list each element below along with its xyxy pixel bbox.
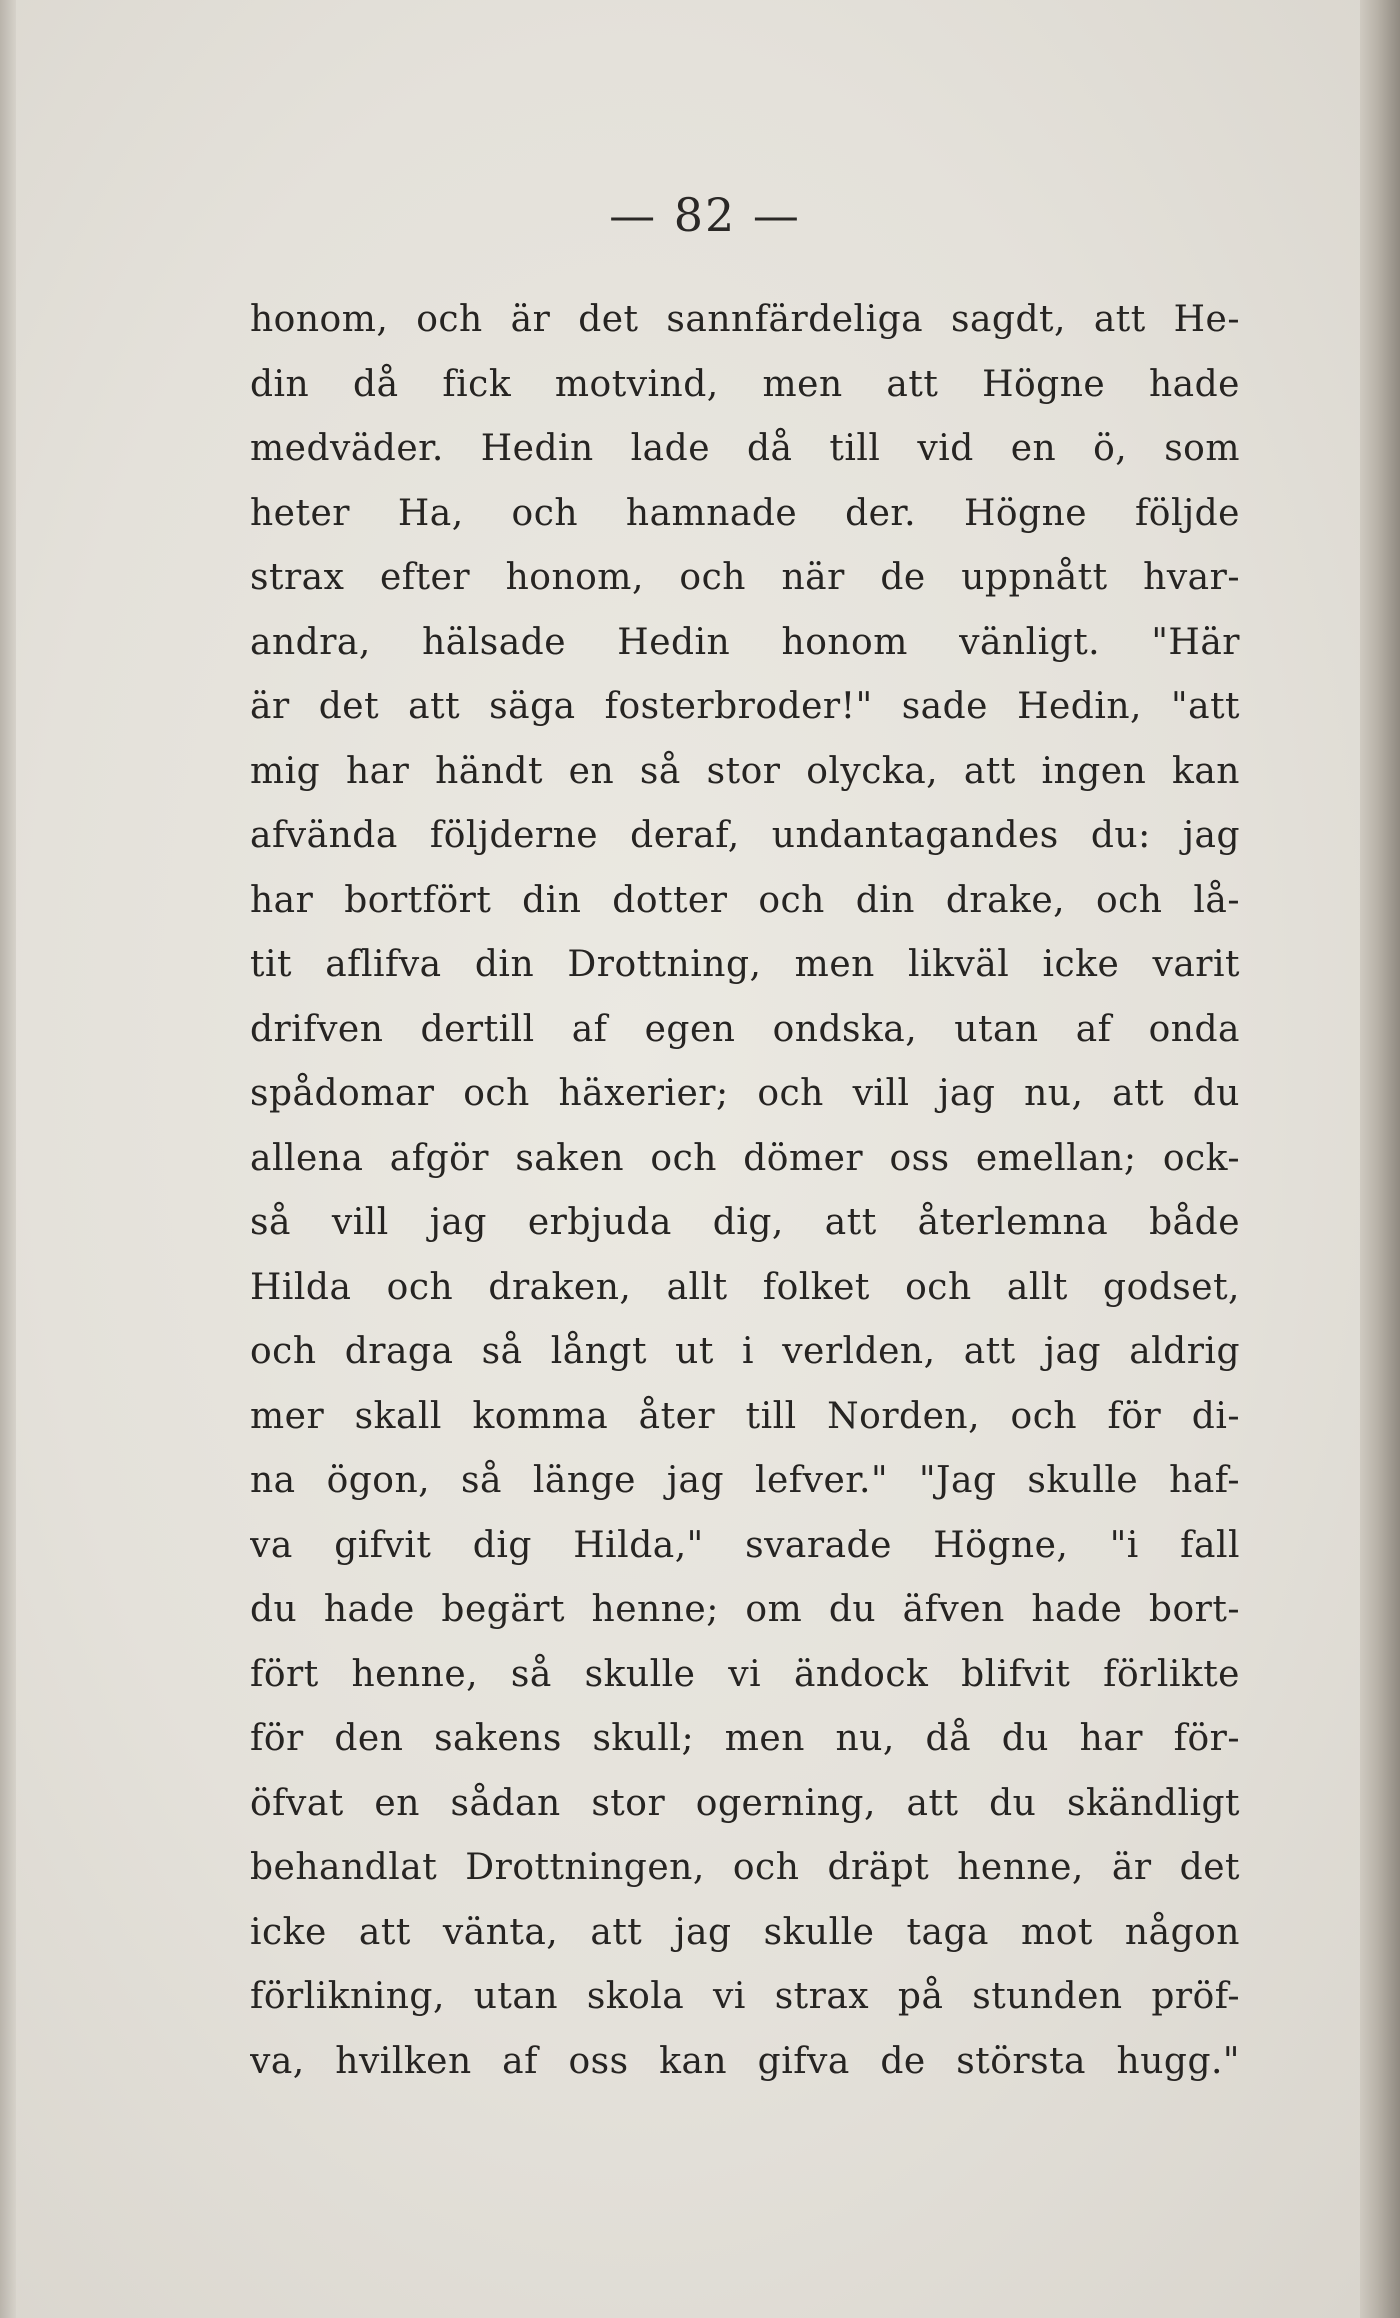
text-line: va gifvit dig Hilda," svarade Högne, "i fall [250,1524,1240,1566]
text-line: medväder. Hedin lade då till vid en ö, som [250,428,1240,469]
text-line: afvända följderne deraf, undantagandes du: jag [250,815,1240,856]
text-line: spådomar och häxerier; och vill jag nu, att du [250,1073,1240,1114]
text-line: honom, och är det sannfärdeliga sagdt, att He- [250,299,1240,340]
text-line: andra, hälsade Hedin honom vänligt. "Här [250,621,1240,663]
text-line: du hade begärt henne; om du äfven hade bort- [250,1589,1240,1630]
body-text [250,288,1240,2094]
page-edge [1360,0,1400,2318]
text-line: förlikning, utan skola vi strax på stunden pröf- [250,1976,1240,2017]
page-number: — 82 — [609,188,801,242]
text-line: mig har händt en så stor olycka, att ingen kan [250,750,1240,792]
text-line: för den sakens skull; men nu, då du har för- [250,1718,1240,1759]
page-gutter [0,0,16,2318]
text-line: na ögon, så länge jag lefver." "Jag skulle haf- [250,1460,1240,1501]
text-line: har bortfört din dotter och din drake, och lå- [250,879,1240,921]
text-line: va, hvilken af oss kan gifva de största hugg." [250,2040,1240,2082]
text-line: och draga så långt ut i verlden, att jag aldrig [250,1331,1240,1372]
text-line: din då fick motvind, men att Högne hade [250,363,1240,405]
text-line: är det att säga fosterbroder!" sade Hedin, "att [250,686,1240,727]
text-line: mer skall komma åter till Norden, och för di- [250,1395,1240,1437]
text-line: behandlat Drottningen, och dräpt henne, är det [250,1847,1240,1888]
text-line: tit aflifva din Drottning, men likväl icke varit [250,944,1240,985]
text-line: icke att vänta, att jag skulle taga mot någon [250,1911,1240,1953]
text-line: fört henne, så skulle vi ändock blifvit förlikte [250,1653,1240,1695]
text-line: strax efter honom, och när de uppnått hvar- [250,557,1240,598]
text-line: så vill jag erbjuda dig, att återlemna både [250,1202,1240,1243]
text-line: heter Ha, och hamnade der. Högne följde [250,492,1240,534]
text-line: Hilda och draken, allt folket och allt godset, [250,1266,1240,1308]
text-line: drifven dertill af egen ondska, utan af onda [250,1008,1240,1050]
text-line: öfvat en sådan stor ogerning, att du skändligt [250,1782,1240,1824]
text-line: allena afgör saken och dömer oss emellan; ock- [250,1137,1240,1179]
